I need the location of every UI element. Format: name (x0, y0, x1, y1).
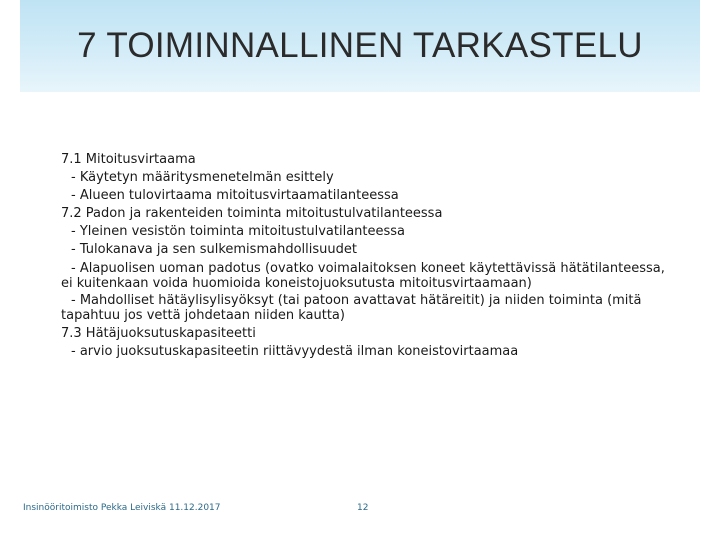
bullet-item-text: - Alapuolisen uoman padotus (ovatko voimalaitoksen koneet käytettävissä hätätilanteessa, ei kuitenkaan voida huomioida koneistojuoksutusta mitoitusvirtaamaan) (61, 261, 665, 291)
bullet-item: - Käytetyn määritysmenetelmän esittely (71, 170, 334, 185)
bullet-item: - Alueen tulovirtaama mitoitusvirtaamatilanteessa (71, 188, 399, 203)
section-heading-7-3: 7.3 Hätäjuoksutuskapasiteetti (61, 326, 256, 341)
bullet-item-text: - Mahdolliset hätäylisylisyöksyt (tai patoon avattavat hätäreitit) ja niiden toiminta (mitä tapahtuu jos vettä johdetaan niiden kautta) (61, 293, 642, 323)
footer-author-date: Insinööritoimisto Pekka Leiviskä 11.12.2017 (23, 503, 221, 513)
bullet-item: - Tulokanava ja sen sulkemismahdollisuudet (71, 242, 357, 257)
slide-body (61, 151, 673, 361)
bullet-item-wrapped (61, 293, 673, 323)
page-number: 12 (357, 503, 369, 513)
bullet-item-wrapped (61, 261, 673, 291)
slide-title: 7 TOIMINNALLINEN TARKASTELU (77, 26, 643, 65)
section-heading-7-2: 7.2 Padon ja rakenteiden toiminta mitoitustulvatilanteessa (61, 206, 443, 221)
bullet-item: - arvio juoksutuskapasiteetin riittävyydestä ilman koneistovirtaamaa (71, 344, 519, 359)
bullet-item: - Yleinen vesistön toiminta mitoitustulvatilanteessa (71, 224, 406, 239)
section-heading-7-1: 7.1 Mitoitusvirtaama (61, 152, 196, 167)
